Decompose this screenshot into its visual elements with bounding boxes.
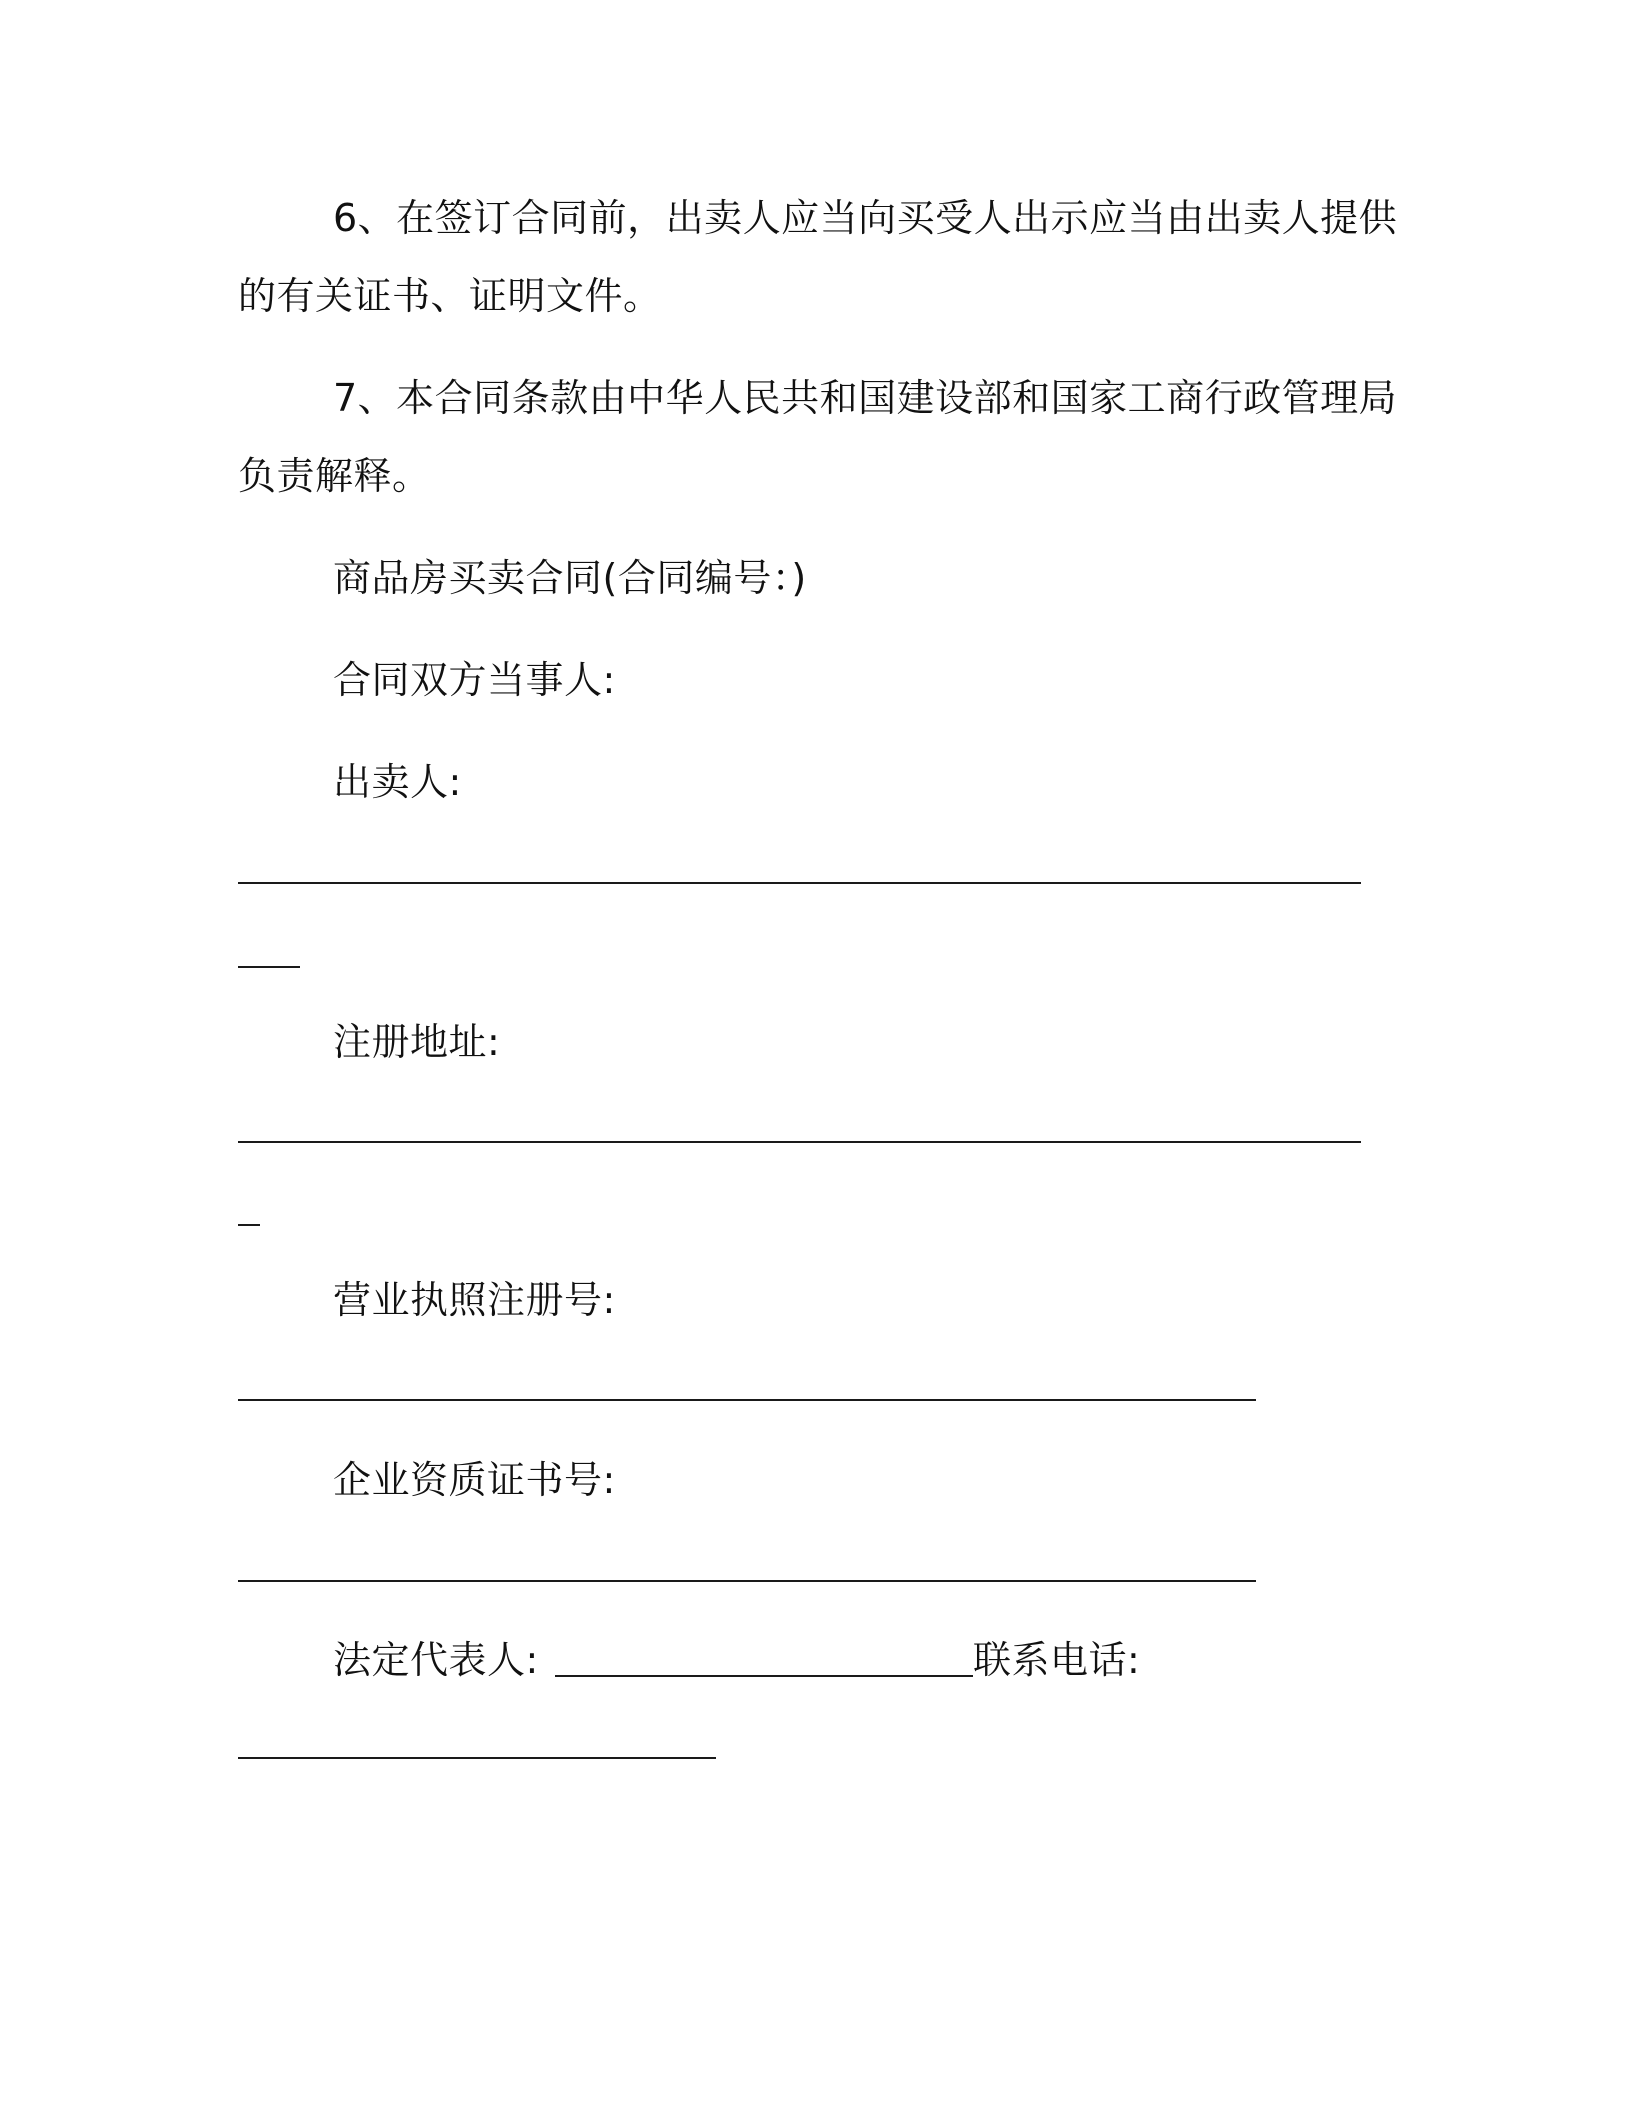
license-blank-line (238, 1399, 1256, 1401)
contact-phone-label: 联系电话: (973, 1638, 1141, 1682)
phone-blank-line (238, 1757, 716, 1759)
address-blank-line-1 (238, 1141, 1361, 1143)
business-license-label: 营业执照注册号: (333, 1278, 616, 1322)
seller-blank-line-1 (238, 882, 1361, 884)
legal-rep-blank-line (555, 1675, 973, 1677)
seller-blank-line-2 (238, 966, 300, 968)
clause-7-line-2: 负责解释。 (238, 454, 431, 498)
parties-label: 合同双方当事人: (333, 658, 616, 702)
registered-address-label: 注册地址: (333, 1020, 501, 1064)
clause-6-line-2: 的有关证书、证明文件。 (238, 274, 662, 318)
qualification-cert-label: 企业资质证书号: (333, 1458, 616, 1502)
qualification-blank-line (238, 1580, 1256, 1582)
legal-representative-label: 法定代表人: (333, 1638, 539, 1682)
clause-6-line-1: 6、在签订合同前，出卖人应当向买受人出示应当由出卖人提供 (333, 196, 1398, 240)
clause-7-line-1: 7、本合同条款由中华人民共和国建设部和国家工商行政管理局 (333, 376, 1398, 420)
seller-label: 出卖人: (333, 760, 462, 804)
contract-title: 商品房买卖合同(合同编号：) (333, 556, 807, 600)
address-blank-line-2 (238, 1224, 260, 1226)
